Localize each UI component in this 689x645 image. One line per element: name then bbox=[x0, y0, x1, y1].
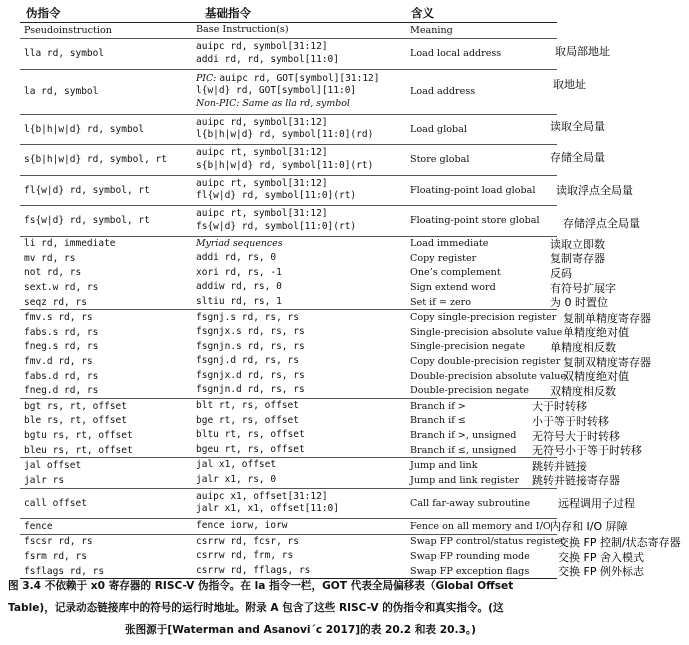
pseudo-cell: fabs.s rd, rs bbox=[24, 326, 99, 338]
base-cell bbox=[196, 310, 410, 325]
table-row bbox=[20, 295, 608, 310]
chinese-meaning: 取地址 bbox=[553, 77, 586, 91]
header-pseudo: 伪指令 bbox=[26, 6, 61, 20]
base-cell bbox=[196, 145, 410, 175]
base-line: bltu rt, rs, offset bbox=[196, 429, 305, 441]
chinese-meaning: 交换 FP 舍入模式 bbox=[558, 550, 644, 564]
table-row bbox=[20, 309, 651, 325]
table-row bbox=[20, 38, 610, 69]
base-line: jalr x1, rs, 0 bbox=[196, 474, 277, 486]
base-line: sltiu rd, rs, 1 bbox=[196, 295, 282, 307]
meaning-cell: Branch if ≤ bbox=[410, 415, 466, 427]
chinese-meaning: 存储浮点全局量 bbox=[563, 216, 640, 230]
base-line: addi rd, rd, symbol[11:0] bbox=[196, 53, 339, 65]
table-row bbox=[20, 473, 620, 488]
meaning-cell: Copy register bbox=[410, 252, 477, 264]
base-line: auipc rt, symbol[31:12] bbox=[196, 147, 328, 159]
chinese-meaning: 双精度绝对值 bbox=[563, 370, 629, 384]
pseudo-cell: fabs.d rd, rs bbox=[24, 370, 99, 382]
table-row bbox=[20, 144, 605, 175]
meaning-cell: Double-precision absolute value bbox=[410, 370, 567, 382]
chinese-meaning: 存储全局量 bbox=[550, 150, 605, 164]
meaning-cell: Floating-point store global bbox=[410, 215, 540, 227]
table-row bbox=[20, 534, 681, 550]
chinese-meaning: 大于时转移 bbox=[532, 400, 587, 414]
header-base: 基础指令 bbox=[205, 6, 251, 20]
head-base: Base Instruction(s) bbox=[196, 24, 289, 36]
table-row bbox=[20, 280, 616, 295]
chinese-meaning: 小于等于时转移 bbox=[532, 414, 609, 428]
table-row bbox=[20, 488, 635, 519]
base-line: auipc rd, symbol[31:12] bbox=[196, 116, 328, 128]
pseudo-cell: mv rd, rs bbox=[24, 252, 76, 264]
chinese-meaning: 取局部地址 bbox=[555, 44, 610, 58]
chinese-meaning: 远程调用子过程 bbox=[558, 497, 635, 511]
base-line: l{b|h|w|d} rd, symbol[11:0](rd) bbox=[196, 129, 374, 141]
chinese-meaning: 反码 bbox=[550, 267, 572, 280]
base-cell bbox=[196, 383, 410, 398]
base-cell bbox=[196, 280, 410, 295]
header-meaning: 含义 bbox=[411, 6, 434, 20]
base-line: fsgnj.d rd, rs, rs bbox=[196, 355, 299, 367]
table-row bbox=[20, 518, 628, 534]
meaning-cell: Swap FP control/status register bbox=[410, 536, 565, 548]
base-line: jal x1, offset bbox=[196, 459, 277, 471]
meaning-cell: Load local address bbox=[410, 48, 502, 60]
meaning-cell: Copy double-precision register bbox=[410, 356, 561, 368]
base-cell bbox=[196, 39, 410, 69]
caption-line-1: 图 3.4 不依赖于 x0 寄存器的 RISC-V 伪指令。在 la 指令一栏，GOT 代表全局偏移表（Global Offset bbox=[8, 580, 514, 592]
pseudo-cell: bleu rs, rt, offset bbox=[24, 444, 133, 456]
pseudoinstruction-table bbox=[20, 22, 681, 579]
chinese-meaning: 双精度相反数 bbox=[550, 384, 616, 398]
chinese-meaning: 复制单精度寄存器 bbox=[563, 311, 651, 325]
base-line: bgeu rt, rs, offset bbox=[196, 443, 305, 455]
pseudo-cell: fl{w|d} rd, symbol, rt bbox=[24, 184, 150, 196]
base-cell bbox=[196, 549, 410, 564]
table-row bbox=[20, 114, 605, 145]
pseudo-cell: jal offset bbox=[24, 460, 82, 472]
meaning-cell: Jump and link bbox=[410, 460, 478, 472]
base-cell bbox=[196, 295, 410, 310]
pseudo-cell: seqz rd, rs bbox=[24, 296, 87, 308]
base-line: fsgnjx.d rd, rs, rs bbox=[196, 369, 305, 381]
chinese-meaning: 读取立即数 bbox=[550, 237, 605, 251]
base-line: fsgnjn.d rd, rs, rs bbox=[196, 384, 305, 396]
caption-line-2: Table)，记录动态链接库中的符号的运行时地址。附录 A 包含了这些 RISC-V 的伪指令和真实指令。(这 bbox=[8, 602, 504, 614]
base-line: auipc rt, symbol[31:12] bbox=[196, 208, 328, 220]
pseudo-cell: fs{w|d} rd, symbol, rt bbox=[24, 215, 150, 227]
meaning-cell: Branch if ≤, unsigned bbox=[410, 444, 517, 456]
meaning-cell: Set if = zero bbox=[410, 296, 472, 308]
base-cell bbox=[196, 115, 410, 145]
base-line: addiw rd, rs, 0 bbox=[196, 281, 282, 293]
base-cell bbox=[196, 176, 410, 206]
meaning-cell: Call far-away subroutine bbox=[410, 497, 531, 509]
chinese-meaning: 复制寄存器 bbox=[550, 252, 605, 266]
figure-caption bbox=[8, 575, 680, 641]
meaning-cell: Double-precision negate bbox=[410, 385, 529, 397]
table-row bbox=[20, 175, 633, 206]
base-cell bbox=[196, 251, 410, 266]
meaning-cell: Store global bbox=[410, 154, 470, 166]
pseudo-cell: sext.w rd, rs bbox=[24, 282, 99, 294]
table-row bbox=[20, 428, 620, 443]
chinese-meaning: 单精度绝对值 bbox=[563, 326, 629, 340]
meaning-cell: Jump and link register bbox=[410, 474, 520, 486]
base-line: blt rt, rs, offset bbox=[196, 400, 299, 412]
table-row bbox=[20, 383, 616, 398]
pseudo-cell: li rd, immediate bbox=[24, 238, 116, 250]
base-line: addi rd, rs, 0 bbox=[196, 252, 277, 264]
base-line: bge rt, rs, offset bbox=[196, 414, 299, 426]
table-row bbox=[20, 251, 605, 266]
pseudo-cell: bgtu rs, rt, offset bbox=[24, 430, 133, 442]
meaning-cell: Branch if > bbox=[410, 400, 466, 412]
pseudo-cell: fneg.d rd, rs bbox=[24, 385, 99, 397]
caption-line-3: 张图源于[Waterman and Asanovi´c 2017]的表 20.2 和表 20.3。) bbox=[125, 624, 476, 636]
base-line: fsgnjx.s rd, rs, rs bbox=[196, 326, 305, 338]
pseudo-cell: la rd, symbol bbox=[24, 86, 99, 97]
base-line: jalr x1, x1, offset[11:0] bbox=[196, 503, 339, 515]
meaning-cell: Branch if >, unsigned bbox=[410, 430, 517, 442]
meaning-cell: Single-precision negate bbox=[410, 341, 526, 353]
head-pseudo: Pseudoinstruction bbox=[24, 25, 112, 36]
base-line: fsgnj.s rd, rs, rs bbox=[196, 311, 299, 323]
base-line: fl{w|d} rd, symbol[11:0](rt) bbox=[196, 190, 357, 202]
chinese-meaning: 跳转并链接寄存器 bbox=[532, 474, 620, 488]
base-line: fsgnjn.s rd, rs, rs bbox=[196, 340, 305, 352]
table-row bbox=[20, 325, 629, 340]
pseudo-cell: l{b|h|w|d} rd, symbol bbox=[24, 123, 145, 135]
chinese-meaning: 交换 FP 例外标志 bbox=[558, 565, 644, 579]
base-line: l{w|d} rd, GOT[symbol][11:0] bbox=[196, 85, 357, 97]
base-line: csrrw rd, fcsr, rs bbox=[196, 535, 299, 547]
pseudo-cell: fscsr rd, rs bbox=[24, 536, 93, 548]
chinese-meaning: 单精度相反数 bbox=[550, 340, 616, 354]
base-cell bbox=[196, 519, 410, 534]
base-cell bbox=[196, 237, 410, 252]
meaning-cell: Swap FP rounding mode bbox=[410, 551, 530, 563]
chinese-meaning: 跳转并链接 bbox=[532, 459, 587, 473]
table-row bbox=[20, 549, 644, 564]
table-row bbox=[20, 398, 587, 414]
base-cell bbox=[196, 206, 410, 236]
table-row bbox=[20, 369, 629, 384]
table-row bbox=[20, 414, 609, 429]
table-row bbox=[20, 354, 651, 369]
pseudo-cell: bgt rs, rt, offset bbox=[24, 400, 127, 412]
base-line: xori rd, rs, -1 bbox=[196, 266, 282, 278]
base-line: s{b|h|w|d} rd, symbol[11:0](rt) bbox=[196, 159, 374, 171]
table-row bbox=[20, 205, 640, 236]
pseudo-cell: fsflags rd, rs bbox=[24, 565, 105, 577]
base-cell bbox=[196, 443, 410, 458]
base-cell bbox=[196, 399, 410, 414]
base-cell bbox=[196, 266, 410, 281]
chinese-meaning: 为 0 时置位 bbox=[550, 296, 608, 310]
pseudo-cell: s{b|h|w|d} rd, symbol, rt bbox=[24, 154, 167, 166]
meaning-cell: Single-precision absolute value bbox=[410, 326, 563, 338]
base-cell bbox=[196, 428, 410, 443]
chinese-meaning: 复制双精度寄存器 bbox=[563, 355, 651, 369]
base-cell bbox=[196, 414, 410, 429]
table-row bbox=[20, 266, 572, 281]
table-row bbox=[20, 457, 587, 473]
pseudo-cell: not rd, rs bbox=[24, 267, 82, 279]
base-line: Myriad sequences bbox=[196, 237, 283, 249]
base-line: fence iorw, iorw bbox=[196, 520, 288, 532]
base-line: auipc rd, symbol[31:12] bbox=[196, 41, 328, 53]
base-line bbox=[196, 98, 410, 111]
base-cell bbox=[196, 473, 410, 488]
table-row bbox=[20, 236, 605, 252]
meaning-cell: Load immediate bbox=[410, 238, 489, 250]
table-row bbox=[20, 443, 642, 458]
base-cell bbox=[196, 458, 410, 473]
pseudo-cell: lla rd, symbol bbox=[24, 48, 105, 60]
pseudo-cell: fence bbox=[24, 520, 53, 532]
chinese-meaning: 内存和 I/O 屏障 bbox=[550, 520, 628, 534]
pseudo-cell: jalr rs bbox=[24, 474, 65, 486]
chinese-meaning: 读取全局量 bbox=[550, 120, 605, 134]
pseudo-cell: fmv.d rd, rs bbox=[24, 356, 93, 368]
pic-label: PIC: bbox=[196, 72, 220, 84]
base-cell bbox=[196, 369, 410, 384]
base-cell bbox=[196, 489, 410, 519]
base-line: csrrw rd, frm, rs bbox=[196, 550, 294, 562]
chinese-meaning: 读取浮点全局量 bbox=[556, 184, 633, 198]
base-line: fs{w|d} rd, symbol[11:0](rt) bbox=[196, 220, 357, 232]
meaning-cell: Copy single-precision register bbox=[410, 312, 557, 324]
base-cell bbox=[196, 535, 410, 550]
chinese-meaning: 交换 FP 控制/状态寄存器 bbox=[558, 536, 681, 549]
chinese-meaning: 有符号扩展字 bbox=[550, 281, 616, 295]
base-cell bbox=[196, 70, 410, 114]
chinese-meaning: 无符号小于等于时转移 bbox=[532, 444, 642, 458]
chinese-meaning: 无符号大于时转移 bbox=[532, 429, 620, 443]
nonpic-text: Same as lla rd, symbol bbox=[242, 97, 350, 109]
base-line: auipc x1, offset[31:12] bbox=[196, 490, 328, 502]
nonpic-label: Non-PIC: bbox=[196, 97, 243, 109]
pseudo-cell: call offset bbox=[24, 497, 87, 509]
meaning-cell: Swap FP exception flags bbox=[410, 565, 530, 577]
base-cell bbox=[196, 354, 410, 369]
base-line bbox=[196, 73, 410, 86]
table-row bbox=[20, 340, 616, 355]
meaning-cell: Floating-point load global bbox=[410, 184, 536, 196]
base-line: csrrw rd, fflags, rs bbox=[196, 564, 311, 576]
base-cell bbox=[196, 325, 410, 340]
meaning-cell: Load global bbox=[410, 123, 467, 135]
pseudo-cell: fsrm rd, rs bbox=[24, 551, 87, 563]
pseudo-cell: fneg.s rd, rs bbox=[24, 341, 99, 353]
table-row bbox=[20, 69, 586, 114]
table-head-row bbox=[20, 23, 557, 38]
meaning-cell: Sign extend word bbox=[410, 282, 496, 294]
base-line: auipc rt, symbol[31:12] bbox=[196, 177, 328, 189]
meaning-cell: Fence on all memory and I/O bbox=[410, 520, 551, 532]
base-cell bbox=[196, 340, 410, 355]
meaning-cell: One’s complement bbox=[410, 267, 501, 279]
pseudo-cell: fmv.s rd, rs bbox=[24, 312, 93, 324]
meaning-cell: Load address bbox=[410, 86, 476, 97]
base-text: auipc rd, GOT[symbol][31:12] bbox=[219, 72, 380, 84]
head-meaning: Meaning bbox=[410, 25, 453, 36]
pseudo-cell: ble rs, rt, offset bbox=[24, 415, 127, 427]
